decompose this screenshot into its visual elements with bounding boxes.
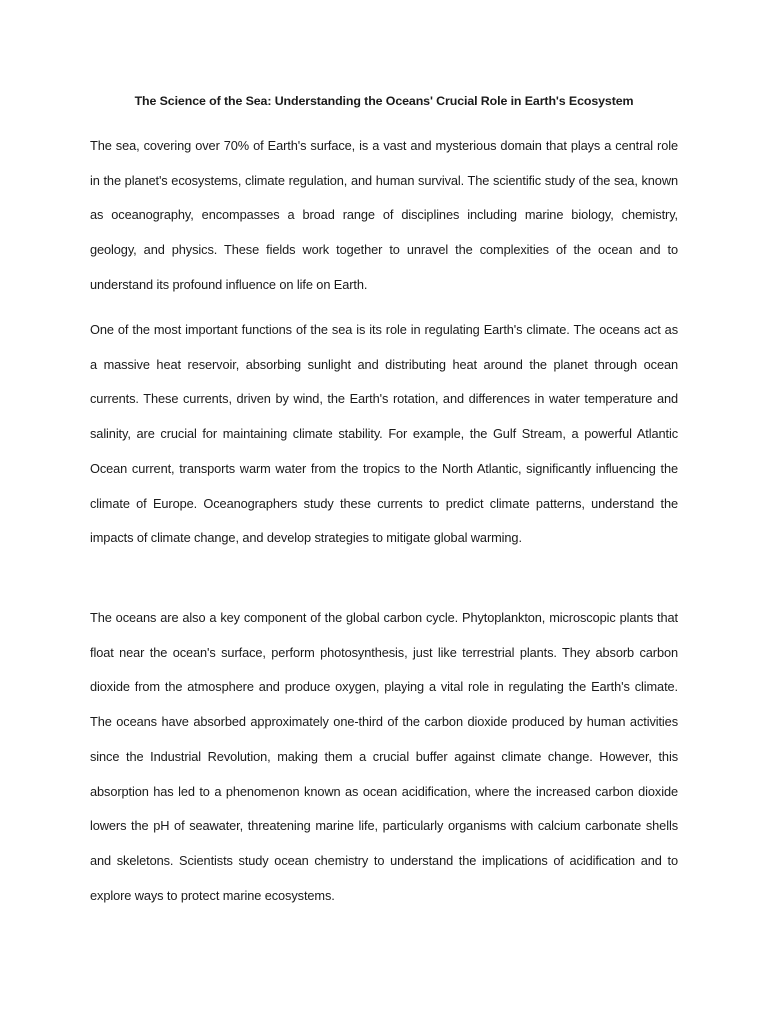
paragraph-3: The oceans are also a key component of the global carbon cycle. Phytoplankton, microscopic plants that float near the ocean's surface, perform photosynthesis, just like terrestrial plants. They absorb carbon dioxide from the atmosphere and produce oxygen, playing a vital role in regulating the Earth's climate. The oceans have absorbed approximately one-third of the carbon dioxide produced by human activities since the Industrial Revolution, making them a crucial buffer against climate change. However, this absorption has led to a phenomenon known as ocean acidification, where the increased carbon dioxide lowers the pH of seawater, threatening marine life, particularly organisms with calcium carbonate shells and skeletons. Scientists study ocean chemistry to understand the implications of acidification and to explore ways to protect marine ecosystems. — [90, 610, 678, 903]
document-title: The Science of the Sea: Understanding the Oceans' Crucial Role in Earth's Ecosystem — [134, 94, 634, 108]
paragraph-1: The sea, covering over 70% of Earth's surface, is a vast and mysterious domain that plays a central role in the planet's ecosystems, climate regulation, and human survival. The scientific study of the sea, known as oceanography, encompasses a broad range of disciplines including marine biology, chemistry, geology, and physics. These fields work together to unravel the complexities of the ocean and to understand its profound influence on life on Earth. — [90, 138, 678, 292]
paragraph-2: One of the most important functions of the sea is its role in regulating Earth's climate. The oceans act as a massive heat reservoir, absorbing sunlight and distributing heat around the planet through ocean currents. These currents, driven by wind, the Earth's rotation, and differences in water temperature and salinity, are crucial for maintaining climate stability. For example, the Gulf Stream, a powerful Atlantic Ocean current, transports warm water from the tropics to the North Atlantic, significantly influencing the climate of Europe. Oceanographers study these currents to predict climate patterns, understand the impacts of climate change, and develop strategies to mitigate global warming. — [90, 322, 678, 546]
